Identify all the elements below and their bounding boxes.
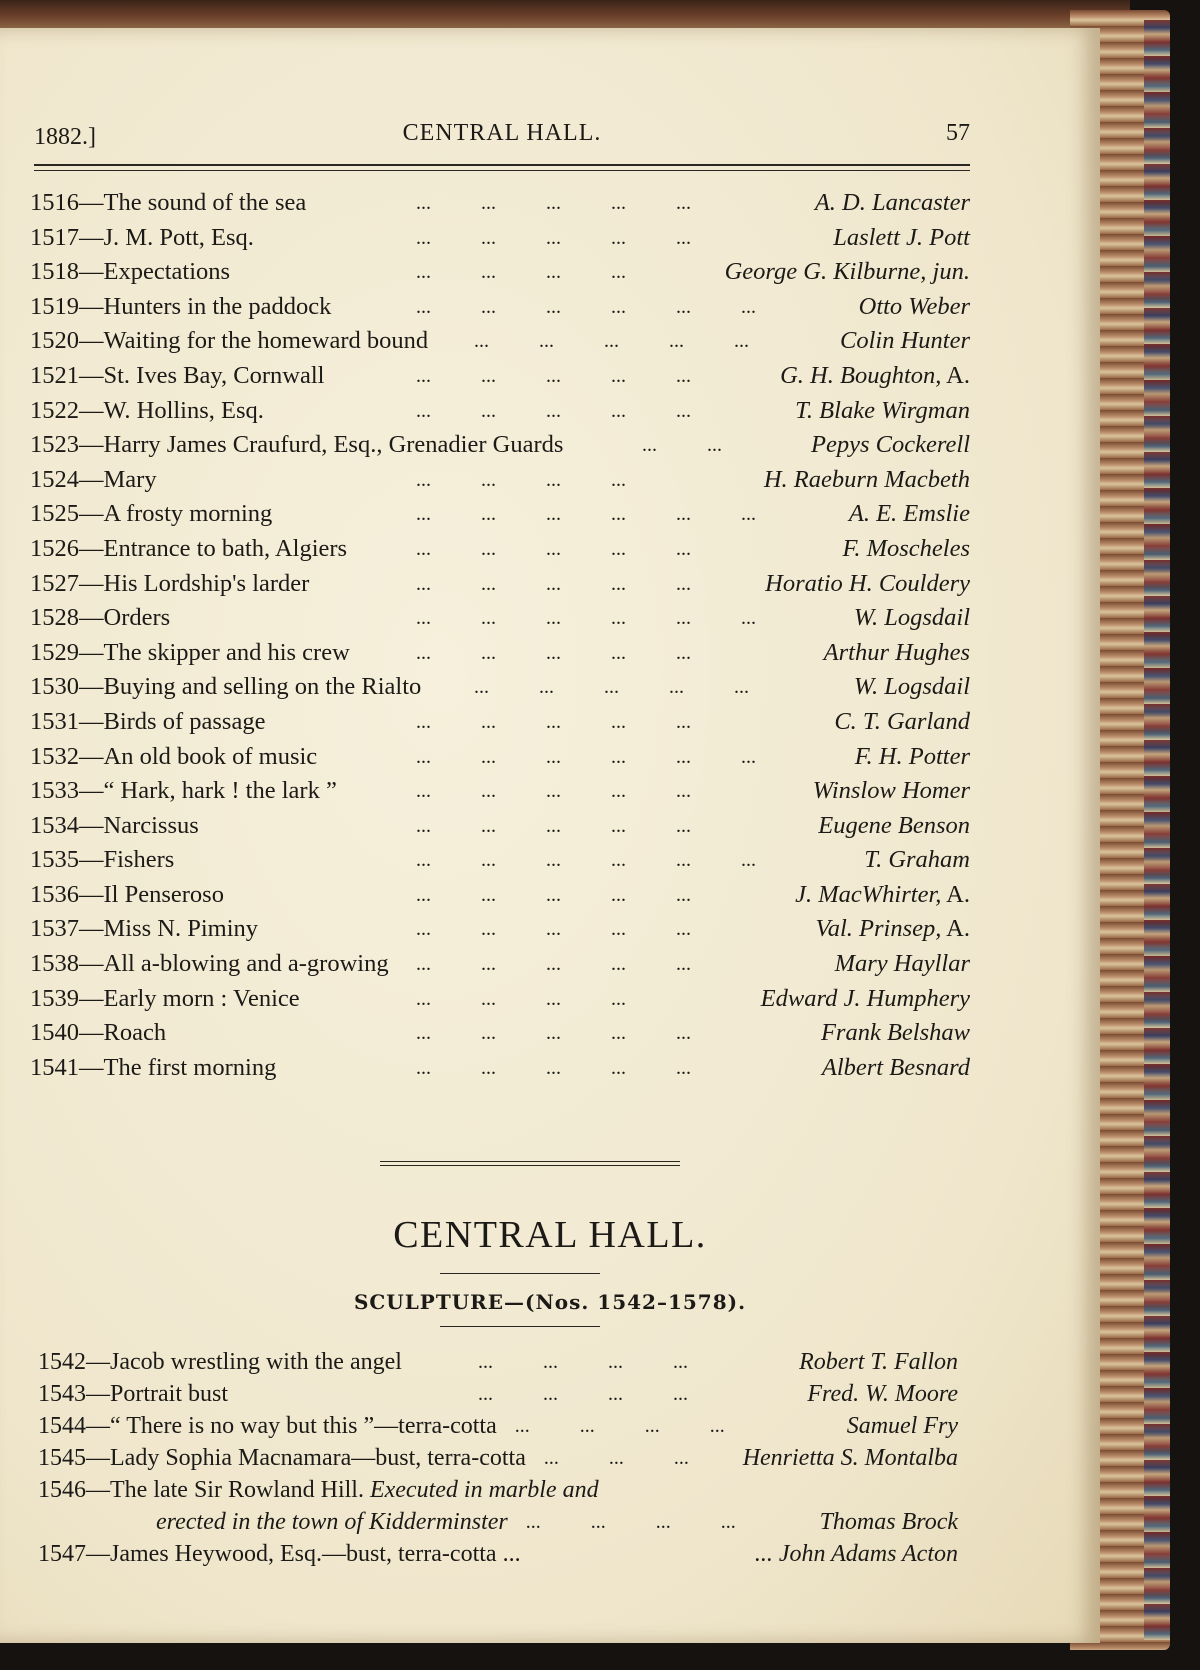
catalogue-entry [30,221,970,256]
catalogue-entry [30,774,970,809]
entry-number-title: 1535—Fishers [30,846,175,874]
sculpture-number-title: 1544—“ There is no way but this ”—terra-cotta [38,1413,497,1439]
catalogue-entry [30,428,970,463]
sculpture-entries [38,1346,958,1570]
entry-number-title: 1539—Early morn : Venice [30,984,300,1012]
entry-number-title: 1538—All a-blowing and a-growing [30,950,389,978]
sculpture-entry [38,1506,958,1538]
catalogue-entry [30,947,970,982]
entry-artist: W. Logsdail [853,673,970,701]
catalogue-entry [30,636,970,671]
sculpture-entry [38,1442,958,1474]
dot-leader: ... ... ... ... ... [416,710,691,733]
sculpture-number-title: 1546—The late Sir Rowland Hill. Executed in marble and [38,1477,599,1503]
sculpture-entry [38,1346,958,1378]
dot-leader: ... ... ... ... [416,261,626,284]
entry-number-title: 1518—Expectations [30,258,231,286]
entry-number-title: 1526—Entrance to bath, Algiers [30,534,348,562]
entry-number-title: 1524—Mary [30,465,157,493]
entry-artist-suffix: A. [941,880,970,908]
section-title-rule [440,1273,600,1274]
entry-number-title: 1537—Miss N. Piminy [30,915,259,943]
catalogue-entry [30,1016,970,1051]
sculpture-number-title: 1547—James Heywood, Esq.—bust, terra-cotta ... [38,1541,521,1567]
dot-leader: ... ... ... ... ... [416,364,691,387]
dot-leader: ... ... ... ... ... [474,676,749,699]
entry-number-title: 1527—His Lordship's larder [30,569,310,597]
catalogue-entry [30,982,970,1017]
entry-number-title: 1540—Roach [30,1019,167,1047]
header-rule [34,164,970,171]
sculpture-entry [38,1538,958,1570]
dot-leader: ... ... ... ... ... [416,537,691,560]
entry-artist: Albert Besnard [821,1053,970,1081]
dot-leader: ... ... ... ... ... [416,883,691,906]
entry-number-title: 1519—Hunters in the paddock [30,292,332,320]
entry-number-title: 1528—Orders [30,604,171,632]
catalogue-entry [30,567,970,602]
dot-leader: ... ... ... ... ... [416,780,691,803]
entry-number-title: 1533—“ Hark, hark ! the lark ” [30,777,337,805]
entry-artist-suffix: A. [941,361,970,389]
entry-artist: A. D. Lancaster [814,189,970,216]
dot-leader: ... ... ... ... ... [416,399,691,422]
entry-number-title: 1534—Narcissus [30,811,199,839]
entry-artist: J. MacWhirter, A. [795,880,970,908]
catalogue-entry [30,359,970,394]
entry-artist: T. Graham [864,846,970,874]
dot-leader: ... ... ... ... ... ... [416,745,756,768]
entry-artist: Val. Prinsep, A. [815,915,970,943]
book-page [0,28,1100,1643]
sculpture-artist: Henrietta S. Montalba [742,1445,958,1471]
entry-artist: Colin Hunter [840,327,970,355]
entry-artist: F. Moscheles [842,534,970,562]
dot-leader: ... ... ... ... ... [416,953,691,976]
catalogue-entry [30,670,970,705]
dot-leader: ... ... ... ... ... [416,1056,691,1079]
page-number: 57 [946,120,970,146]
sculpture-number-title: 1543—Portrait bust [38,1381,228,1407]
entry-number-title: 1516—The sound of the sea [30,189,307,216]
dot-leader: ... ... ... ... [478,1383,688,1405]
entry-artist: Mary Hayllar [834,950,970,978]
dot-leader: ... ... ... ... ... [416,1022,691,1045]
entry-artist: T. Blake Wirgman [795,396,970,424]
section-divider [380,1161,680,1166]
running-head-year: 1882.] [34,124,96,150]
entry-artist: G. H. Boughton, A. [780,361,970,389]
entry-artist: Horatio H. Couldery [765,569,970,597]
sculpture-artist: ... John Adams Acton [754,1541,958,1567]
dot-leader: ... ... ... ... ... ... [416,607,756,630]
section-title: CENTRAL HALL. [393,1214,707,1256]
entry-number-title: 1521—St. Ives Bay, Cornwall [30,361,325,389]
entry-artist: F. H. Potter [854,742,970,770]
entry-number-title: 1522—W. Hollins, Esq. [30,396,264,424]
catalogue-entry [30,1051,970,1086]
running-head [34,120,970,160]
dot-leader: ... ... ... ... ... [416,641,691,664]
catalogue-entry [30,601,970,636]
section-subtitle-rule [440,1326,600,1327]
catalogue-entry [30,740,970,775]
sculpture-number-title: 1545—Lady Sophia Macnamara—bust, terra-cotta [38,1445,526,1471]
running-head-title: CENTRAL HALL. [402,120,602,146]
dot-leader: ... ... ... ... ... [416,572,691,595]
sculpture-artist: Robert T. Fallon [799,1349,958,1375]
entry-artist-suffix: A. [941,915,970,943]
dot-leader: ... ... ... ... ... ... [416,503,756,526]
catalogue-entry [30,186,970,221]
sculpture-artist: Thomas Brock [819,1509,958,1535]
dot-leader: ... ... ... ... ... [416,226,691,249]
catalogue-entries [30,186,970,1085]
dot-leader: ... ... ... ... [416,468,626,491]
entry-number-title: 1531—Birds of passage [30,707,266,735]
sculpture-artist: Fred. W. Moore [807,1381,958,1407]
dot-leader: ... ... ... ... [525,1511,736,1533]
sculpture-entry [38,1378,958,1410]
dot-leader: ... ... ... ... ... [474,330,749,353]
entry-artist: Frank Belshaw [820,1019,970,1047]
entry-artist: Winslow Homer [812,777,970,805]
catalogue-entry [30,809,970,844]
entry-number-title: 1523—Harry James Craufurd, Esq., Grenadier Guards [30,431,564,459]
dot-leader: ... ... ... ... ... [416,192,691,214]
catalogue-entry [30,705,970,740]
catalogue-entry [30,532,970,567]
entry-number-title: 1520—Waiting for the homeward bound [30,327,429,355]
catalogue-entry [30,324,970,359]
entry-artist: Edward J. Humphery [760,984,970,1012]
section-subtitle: SCULPTURE—(Nos. 1542–1578). [353,1290,747,1314]
entry-number-title: 1529—The skipper and his crew [30,638,350,666]
dot-leader: ... ... [642,434,722,457]
dot-leader: ... ... ... ... ... [416,814,691,837]
entry-artist: W. Logsdail [853,604,970,632]
entry-number-title: 1532—An old book of music [30,742,318,770]
sculpture-entry [38,1410,958,1442]
catalogue-entry [30,290,970,325]
entry-number-title: 1541—The first morning [30,1053,277,1081]
catalogue-entry [30,843,970,878]
catalogue-entry [30,394,970,429]
dot-leader: ... ... ... ... [478,1351,688,1373]
entry-artist: Pepys Cockerell [811,431,970,459]
entry-artist: Laslett J. Pott [833,223,970,251]
entry-artist: George G. Kilburne, jun. [724,258,970,286]
entry-number-title: 1536—Il Penseroso [30,880,224,908]
dot-leader: ... ... ... ... ... ... [416,295,756,318]
dot-leader: ... ... ... ... ... [416,918,691,941]
entry-number-title: 1525—A frosty morning [30,500,273,528]
entry-artist: Eugene Benson [818,811,970,839]
entry-number-title: 1517—J. M. Pott, Esq. [30,223,254,251]
dot-leader: ... ... ... [543,1447,689,1469]
entry-artist: C. T. Garland [834,707,970,735]
entry-number-title: 1530—Buying and selling on the Rialto [30,673,422,701]
entry-artist: Arthur Hughes [823,638,970,666]
dot-leader: ... ... ... ... ... ... [416,849,756,872]
entry-artist: Otto Weber [858,292,970,320]
catalogue-entry [30,912,970,947]
catalogue-entry [30,255,970,290]
marbled-edge [1144,20,1170,1640]
dot-leader: ... ... ... ... [514,1415,725,1437]
sculpture-title-italic: Executed in marble and [363,1477,599,1503]
entry-artist: A. E. Emslie [848,500,970,528]
catalogue-entry [30,497,970,532]
catalogue-entry [30,878,970,913]
sculpture-entry [38,1474,958,1506]
sculpture-artist: Samuel Fry [846,1413,958,1439]
dot-leader: ... ... ... ... [416,987,626,1010]
entry-artist: H. Raeburn Macbeth [763,465,970,493]
sculpture-number-title: erected in the town of Kidderminster [156,1509,508,1535]
catalogue-entry [30,463,970,498]
sculpture-number-title: 1542—Jacob wrestling with the angel [38,1349,402,1375]
